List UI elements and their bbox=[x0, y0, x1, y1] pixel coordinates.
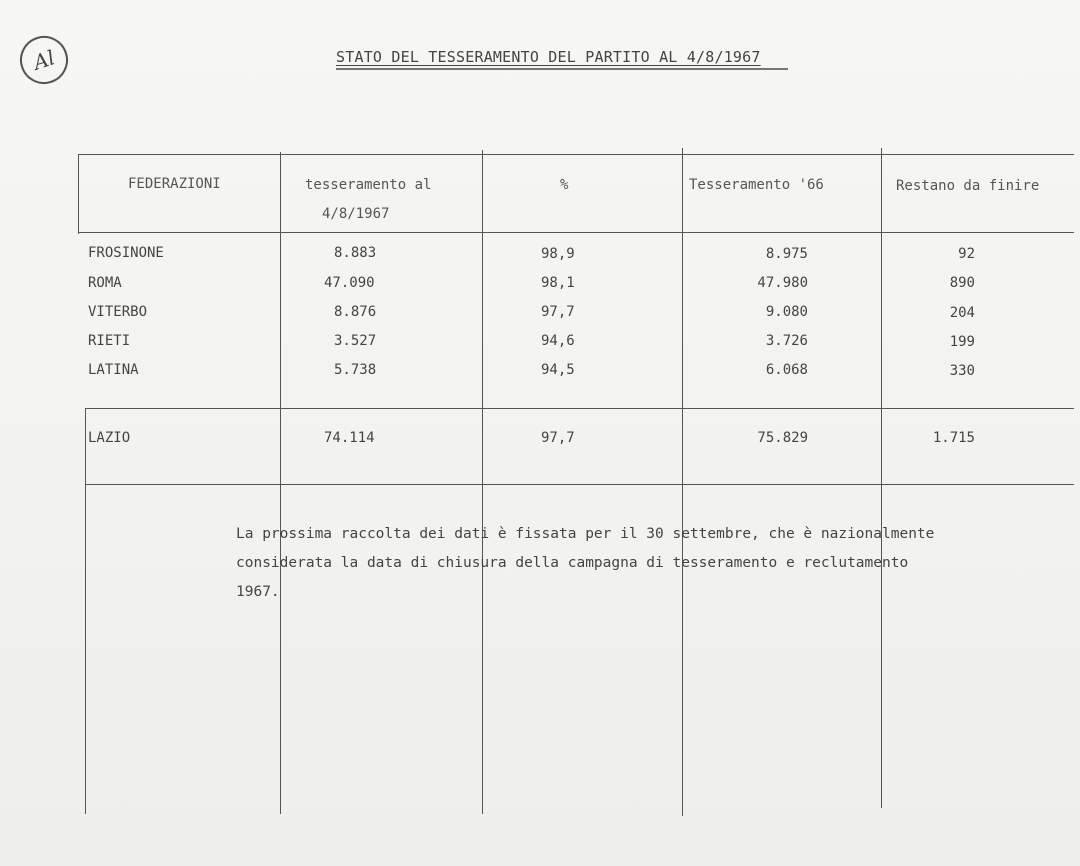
row-tesseramento-66: 8.975 bbox=[765, 246, 808, 262]
row-federazione: VITERBO bbox=[88, 304, 148, 320]
column-rule-1b bbox=[85, 408, 86, 814]
document-title: STATO DEL TESSERAMENTO DEL PARTITO AL 4/8/1967 bbox=[336, 48, 761, 66]
total-tesseramento: 74.114 bbox=[324, 430, 375, 446]
header-percent: % bbox=[560, 177, 569, 193]
row-restano: 330 bbox=[949, 363, 975, 379]
note-paragraph: La prossima raccolta dei dati è fissata per il 30 settembre, che è nazionalmente considerata la data di chiusura della campagna di tesseramento e reclutamento 1967. bbox=[236, 526, 935, 600]
row-tesseramento: 8.876 bbox=[334, 304, 377, 320]
row-percent: 98,9 bbox=[541, 246, 575, 262]
header-restano: Restano da finire bbox=[896, 178, 1040, 194]
row-federazione: FROSINONE bbox=[88, 245, 164, 261]
row-tesseramento: 8.883 bbox=[334, 245, 377, 261]
header-tesseramento-line2: 4/8/1967 bbox=[322, 206, 390, 222]
row-tesseramento-66: 9.080 bbox=[765, 304, 808, 320]
header-tesseramento-line1: tesseramento al bbox=[305, 177, 432, 193]
row-restano: 890 bbox=[949, 275, 975, 291]
row-restano: 199 bbox=[949, 334, 975, 350]
row-federazione: ROMA bbox=[88, 275, 122, 291]
row-percent: 94,6 bbox=[541, 333, 575, 349]
total-restano: 1.715 bbox=[932, 430, 975, 446]
row-tesseramento: 5.738 bbox=[334, 362, 377, 378]
row-restano: 92 bbox=[958, 246, 975, 262]
header-federazioni: FEDERAZIONI bbox=[128, 176, 221, 192]
row-tesseramento-66: 3.726 bbox=[765, 333, 808, 349]
column-rule-1 bbox=[78, 154, 79, 234]
total-top-rule bbox=[86, 408, 1074, 409]
title-double-underline bbox=[336, 68, 788, 70]
row-percent: 97,7 bbox=[541, 304, 575, 320]
total-bottom-rule bbox=[86, 484, 1074, 485]
row-percent: 98,1 bbox=[541, 275, 575, 291]
column-rule-2 bbox=[280, 152, 281, 814]
row-federazione: RIETI bbox=[88, 333, 131, 349]
column-rule-3 bbox=[482, 150, 483, 814]
row-federazione: LATINA bbox=[88, 362, 139, 378]
row-tesseramento-66: 6.068 bbox=[765, 362, 808, 378]
total-tesseramento-66: 75.829 bbox=[757, 430, 808, 446]
archive-stamp: Al bbox=[14, 30, 74, 90]
column-rule-5 bbox=[881, 148, 882, 808]
row-restano: 204 bbox=[949, 305, 975, 321]
column-rule-4 bbox=[682, 148, 683, 816]
total-federazione: LAZIO bbox=[88, 430, 131, 446]
total-percent: 97,7 bbox=[541, 430, 575, 446]
row-tesseramento: 3.527 bbox=[334, 333, 377, 349]
row-tesseramento: 47.090 bbox=[324, 275, 375, 291]
row-tesseramento-66: 47.980 bbox=[757, 275, 808, 291]
row-percent: 94,5 bbox=[541, 362, 575, 378]
header-bottom-rule bbox=[78, 232, 1074, 233]
table-top-rule bbox=[78, 154, 1074, 155]
header-tesseramento-66: Tesseramento '66 bbox=[689, 177, 824, 193]
